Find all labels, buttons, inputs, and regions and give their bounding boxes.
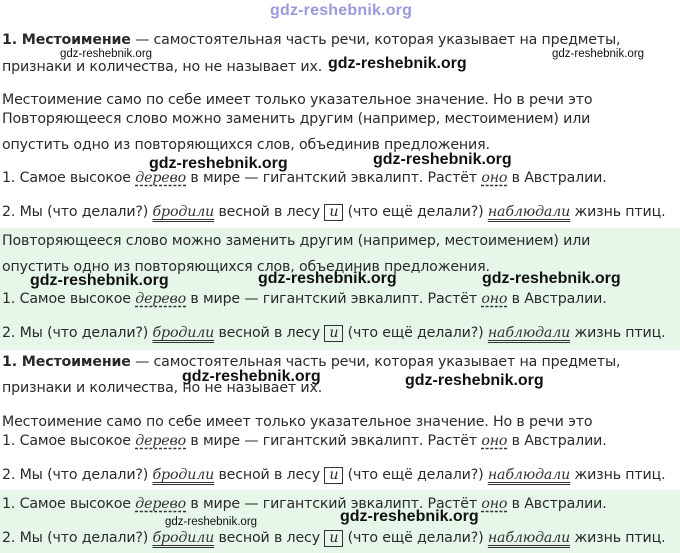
watermark: gdz-reshebnik.org bbox=[340, 508, 479, 525]
watermark: gdz-reshebnik.org bbox=[258, 270, 397, 287]
band-example-sentence-2-repeat: 2. Мы (что делали?) бродили весной в лесу и (что ещё делали?) наблюдали жизнь птиц. bbox=[2, 530, 666, 546]
paragraph-line-3: Местоимение само по себе имеет только указательное значение. Но в речи это bbox=[2, 92, 593, 108]
watermark: gdz-reshebnik.org bbox=[405, 372, 544, 389]
watermark-header: gdz-reshebnik.org bbox=[270, 2, 413, 19]
conjunction-box: и bbox=[324, 204, 343, 221]
watermark: gdz-reshebnik.org bbox=[482, 270, 621, 287]
watermark: gdz-reshebnik.org bbox=[328, 55, 467, 72]
example-sentence-2: 2. Мы (что делали?) бродили весной в лесу и (что ещё делали?) наблюдали жизнь птиц. bbox=[2, 204, 666, 220]
band-example-sentence-1: 1. Самое высокое дерево в мире — гигантский эвкалипт. Растёт оно в Австралии. bbox=[2, 291, 607, 307]
watermark: gdz-reshebnik.org bbox=[552, 48, 645, 60]
term: 1. Местоимение bbox=[2, 32, 131, 48]
paragraph-line-5: опустить одно из повторяющихся слов, объединив предложения. bbox=[2, 137, 490, 153]
band-example-sentence-2: 2. Мы (что делали?) бродили весной в лесу и (что ещё делали?) наблюдали жизнь птиц. bbox=[2, 325, 666, 341]
watermark: gdz-reshebnik.org bbox=[149, 155, 288, 172]
example-sentence-2-repeat: 2. Мы (что делали?) бродили весной в лесу и (что ещё делали?) наблюдали жизнь птиц. bbox=[2, 467, 666, 483]
definition-line-1: 1. Местоимение — самостоятельная часть речи, которая указывает на предметы, bbox=[2, 32, 621, 48]
band-line-2: опустить одно из повторяющихся слов, объединив предложения. bbox=[2, 259, 490, 275]
word-predicate-1: бродили bbox=[152, 204, 215, 220]
definition-line-1-repeat: 1. Местоимение — самостоятельная часть речи, которая указывает на предметы, bbox=[2, 354, 621, 370]
band-example-sentence-1-repeat: 1. Самое высокое дерево в мире — гигантский эвкалипт. Растёт оно в Австралии. bbox=[2, 496, 607, 512]
watermark: gdz-reshebnik.org bbox=[60, 48, 153, 60]
word-pronoun: оно bbox=[481, 170, 508, 186]
word-subject: дерево bbox=[135, 170, 187, 186]
watermark: gdz-reshebnik.org bbox=[165, 516, 258, 528]
watermark: gdz-reshebnik.org bbox=[30, 272, 169, 289]
definition-line-2: признаки и количества, но не называет их. bbox=[2, 59, 323, 75]
watermark: gdz-reshebnik.org bbox=[373, 151, 512, 168]
paragraph-line-3-repeat: Местоимение само по себе имеет только указательное значение. Но в речи это bbox=[2, 414, 593, 430]
definition-line-2-repeat: признаки и количества, но не называет их. bbox=[2, 380, 323, 396]
watermark: gdz-reshebnik.org bbox=[182, 368, 321, 385]
example-sentence-1-repeat: 1. Самое высокое дерево в мире — гигантский эвкалипт. Растёт оно в Австралии. bbox=[2, 433, 607, 449]
example-sentence-1: 1. Самое высокое дерево в мире — гигантский эвкалипт. Растёт оно в Австралии. bbox=[2, 170, 607, 186]
paragraph-line-4: Повторяющееся слово можно заменить другим (например, местоимением) или bbox=[2, 111, 591, 127]
band-line-1: Повторяющееся слово можно заменить другим (например, местоимением) или bbox=[2, 233, 591, 249]
word-predicate-2: наблюдали bbox=[487, 204, 571, 220]
